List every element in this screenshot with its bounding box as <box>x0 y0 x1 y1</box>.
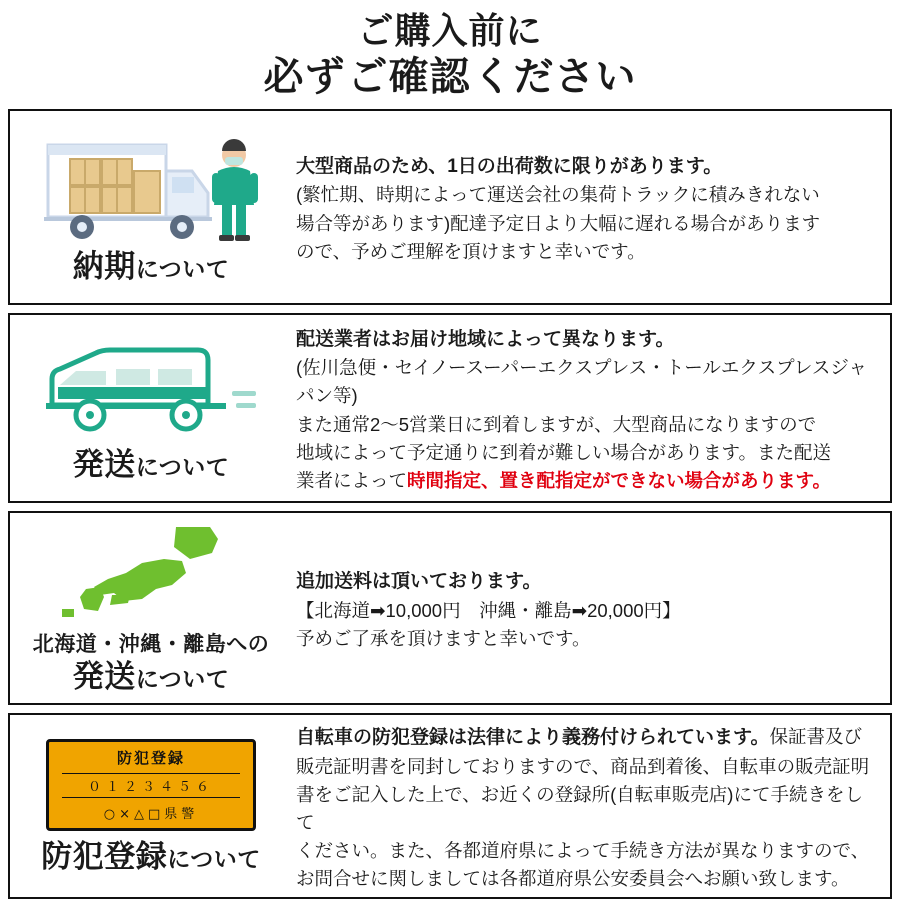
delivery-text-column <box>292 111 890 303</box>
title-line-2-part-c: ください <box>472 55 637 100</box>
extrafee-icon-column <box>10 513 292 703</box>
bicycle-body-line-1: 保証書及び <box>769 726 862 748</box>
delivery-truck-icon <box>36 131 266 249</box>
section-shipping <box>8 313 892 503</box>
plate-title: 防犯登録 <box>116 749 185 768</box>
delivery-body-line-1: (繁忙期、時期によって運送会社の集荷トラックに積みきれない <box>296 184 820 206</box>
shipping-body-line-4-plain: 業者によって <box>296 469 408 491</box>
bicycle-body-line-4: ください。また、各都道府県によって手続き方法が異なりますので、 <box>296 840 870 862</box>
extrafee-heading: 追加送料は頂いております。 <box>296 571 542 593</box>
shipping-body-line-1: (佐川急便・セイノースーパーエクスプレス・トールエクスプレスジャパン等) <box>296 357 867 407</box>
extrafee-caption-sm: について <box>135 665 230 692</box>
shipping-body-line-2: また通常2〜5営業日に到着しますが、大型商品になりますので <box>296 413 817 435</box>
bicycle-caption-big: 防犯登録 <box>41 838 168 874</box>
plate-numbers: ０１２３４５６ <box>62 773 240 798</box>
delivery-caption <box>73 249 230 285</box>
bicycle-body-line-5: お問合せに関しましては各都道府県公安委員会へお願い致します。 <box>296 868 850 890</box>
section-extra-fee <box>8 511 892 705</box>
shipping-caption-big: 発送 <box>72 446 136 482</box>
bouhan-registration-plate-icon <box>46 739 256 831</box>
delivery-caption-big: 納期 <box>72 248 136 284</box>
extrafee-caption-pre: 北海道・沖縄・離島への <box>32 632 270 656</box>
delivery-caption-sm: について <box>135 255 230 282</box>
bicycle-text-column <box>292 715 890 897</box>
section-bicycle-registration <box>8 713 892 899</box>
shipping-text-column <box>292 315 890 501</box>
shipping-caption-sm: について <box>135 453 230 480</box>
delivery-body-line-3: ので、予めご理解を頂けますと幸いです。 <box>296 240 646 262</box>
japan-map-icon <box>56 523 246 627</box>
title-line-2 <box>0 53 900 101</box>
shipping-body-line-4 <box>296 467 880 495</box>
shipping-heading: 配送業者はお届け地域によって異なります。 <box>296 328 675 350</box>
section-delivery <box>8 109 892 305</box>
bicycle-body-line-2: 販売証明書を同封しておりますので、商品到着後、自転車の販売証明 <box>296 755 870 777</box>
bicycle-first-line <box>296 723 880 753</box>
extrafee-body-line-2: 予めご了承を頂けますと幸いです。 <box>296 627 591 649</box>
extrafee-caption <box>33 633 270 695</box>
shipping-icon-column <box>10 315 292 501</box>
shipping-body-line-4-red: 時間指定、置き配指定ができない場合があります。 <box>407 469 832 491</box>
title-line-2-part-a: 必ず <box>263 55 346 100</box>
shipping-body-line-3: 地域によって予定通りに到着が難しい場合があります。また配送 <box>296 441 832 463</box>
bicycle-caption <box>41 839 261 875</box>
title-highlight <box>346 53 473 101</box>
bicycle-caption-sm: について <box>167 845 261 872</box>
title-line-2-part-b: ご確認 <box>347 55 471 100</box>
delivery-body-line-2: 場合等があります)配達予定日より大幅に遅れる場合があります <box>296 212 821 234</box>
extrafee-caption-big: 発送 <box>72 658 136 694</box>
delivery-icon-column <box>10 111 292 303</box>
delivery-heading: 大型商品のため、1日の出荷数に限りがあります。 <box>296 155 723 177</box>
delivery-van-icon <box>36 335 266 447</box>
extrafee-text-column <box>292 513 890 703</box>
bicycle-body-line-3: 書をご記入した上で、お近くの登録所(自転車販売店)にて手続きをして <box>296 783 863 834</box>
bicycle-icon-column <box>10 715 292 897</box>
plate-prefecture: ○×△□県警 <box>103 807 199 823</box>
title-line-1: ご購入前に <box>357 10 543 51</box>
extrafee-body-line-1: 【北海道➡10,000円 沖縄・離島➡20,000円】 <box>296 599 681 621</box>
bicycle-heading: 自転車の防犯登録は法律により義務付けられています。 <box>296 727 770 749</box>
page-title <box>0 0 900 109</box>
shipping-caption <box>73 447 230 483</box>
